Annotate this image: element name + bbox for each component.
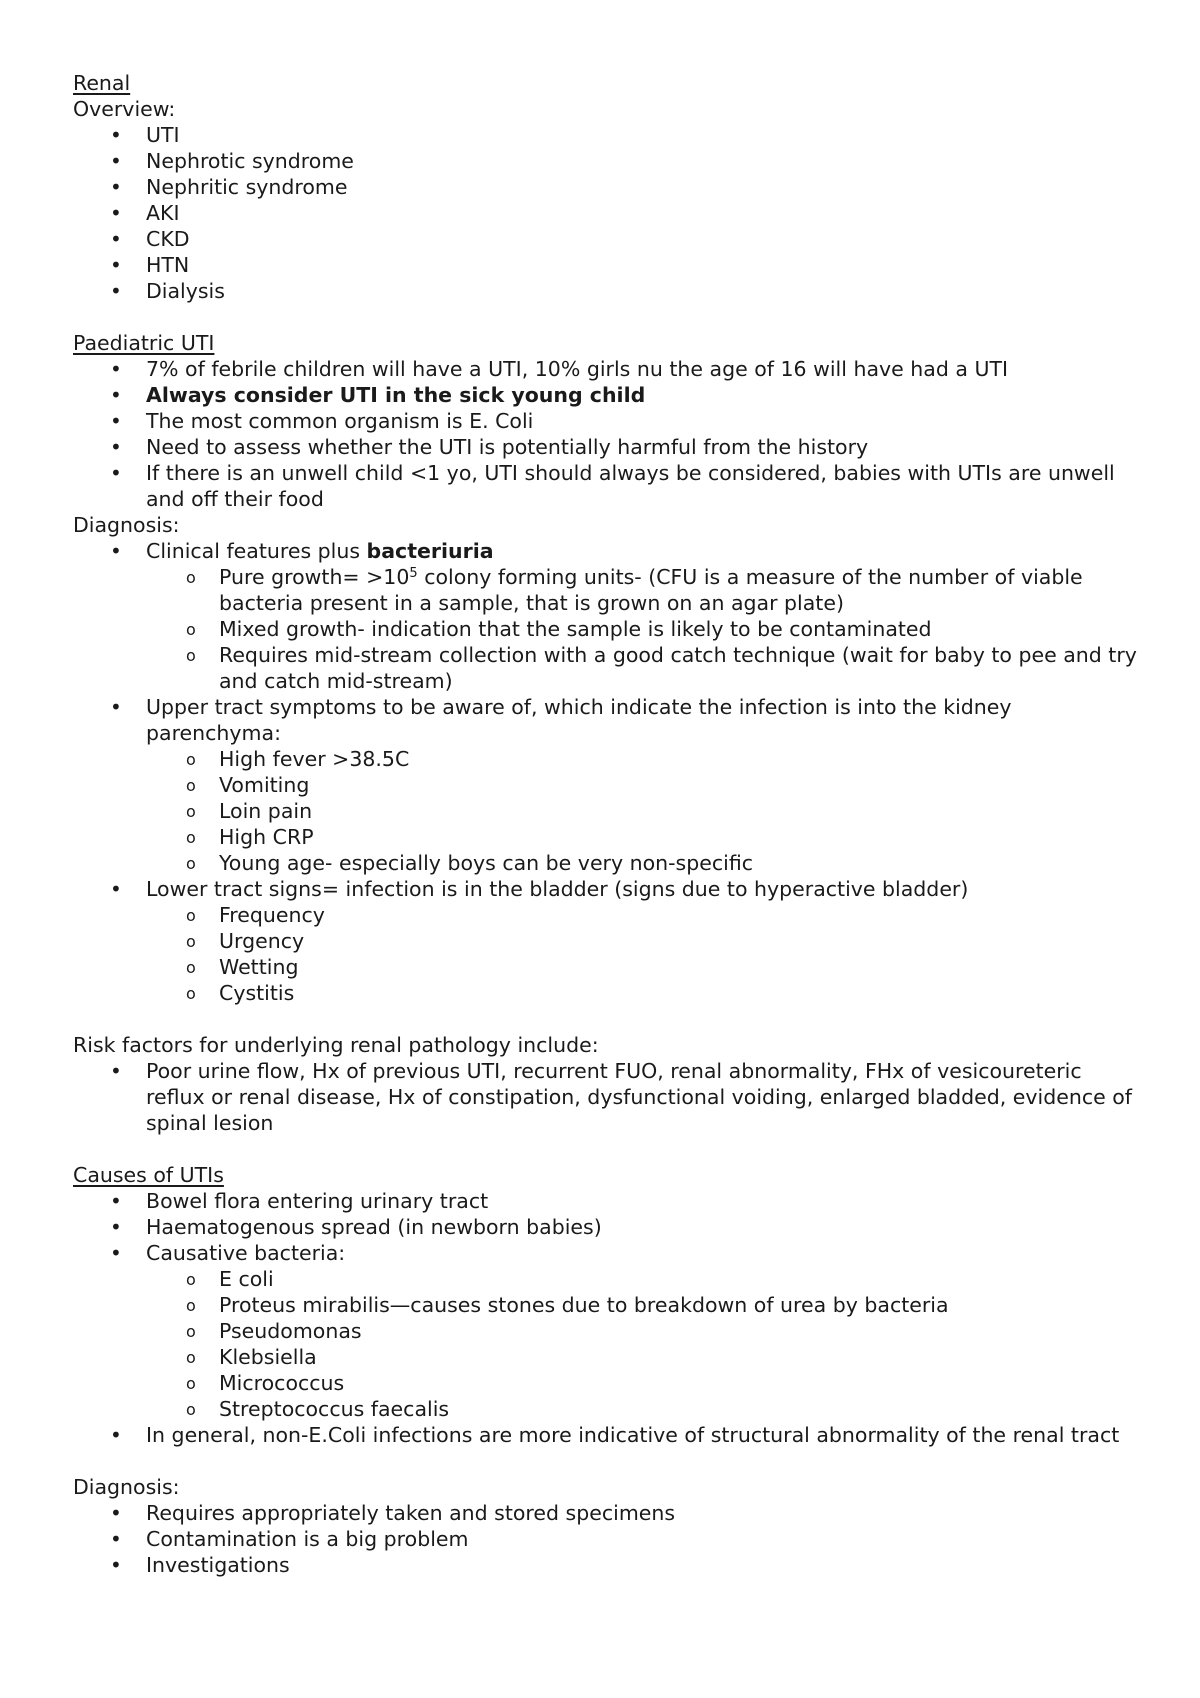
sub-list (146, 746, 1143, 876)
diagnosis-label-2: Diagnosis: (73, 1475, 180, 1499)
list-item: • The most common organism is E. Coli (110, 409, 534, 433)
diagnosis-label: Diagnosis: (73, 513, 180, 537)
sub-list-item: o E coli (186, 1267, 274, 1291)
sub-list-item: o Urgency (186, 929, 305, 953)
sub-list-item: o Vomiting (186, 773, 310, 797)
sub-list-item: o Cystitis (186, 981, 295, 1005)
list-item: • Upper tract symptoms to be aware of, which indicate the infection is into the kidney parenchyma: o High fever >38.5C o Vomiting o Loin pain o High CRP o Young age- especially boys can be very non-specific (73, 694, 1143, 876)
list-item: • Bowel flora entering urinary tract (110, 1189, 489, 1213)
sub-list (146, 902, 1143, 1006)
list-item: • Always consider UTI in the sick young child (110, 383, 646, 407)
sub-list-item: o Mixed growth- indication that the sample is likely to be contaminated (186, 617, 932, 641)
list-item: • Dialysis (110, 279, 225, 303)
paediatric-uti-list (73, 356, 1143, 512)
list-item: • CKD (110, 227, 190, 251)
sub-list-item: o High fever >38.5C (186, 747, 410, 771)
document-title: Renal (73, 71, 131, 95)
sub-list-item: o Young age- especially boys can be very non-specific (186, 851, 754, 875)
sub-list-item: o Micrococcus (186, 1371, 345, 1395)
sub-list (146, 1266, 1143, 1422)
sub-list-item: o Pseudomonas (186, 1319, 362, 1343)
sub-list (146, 564, 1143, 694)
sub-list-item: o Requires mid-stream collection with a good catch technique (wait for baby to pee and try and catch mid-stream) (186, 643, 1137, 693)
sub-list-item: o Proteus mirabilis—causes stones due to breakdown of urea by bacteria (186, 1293, 949, 1317)
sub-list-item: o Streptococcus faecalis (186, 1397, 450, 1421)
list-item: • AKI (110, 201, 180, 225)
sub-list-item: o High CRP (186, 825, 314, 849)
list-item: • Contamination is a big problem (110, 1527, 469, 1551)
overview-list (73, 122, 1143, 304)
list-item: • Clinical features plus bacteriuria o Pure growth= $>10^5$ colony forming units- (CFU is a measure of the number of viable bacteria present in a sample, that is grown on an agar plate) o Mixed growth- indication that the sample is likely to be contaminated o Requires mid-stream collection with a good catch technique (wait for baby to pee and try and catch mid-stream) (73, 538, 1143, 694)
diagnosis-list-2 (73, 1500, 1143, 1578)
sub-list-item: o Pure growth= $>10^5$ colony forming units- (CFU is a measure of the number of viable bacteria present in a sample, that is grown on an agar plate) (186, 565, 1083, 615)
list-item: • Investigations (110, 1553, 290, 1577)
overview-label: Overview: (73, 97, 176, 121)
causes-heading: Causes of UTIs (73, 1163, 224, 1187)
list-item: • Requires appropriately taken and stored specimens (110, 1501, 676, 1525)
list-item: • HTN (110, 253, 190, 277)
sub-list-item: o Loin pain (186, 799, 313, 823)
list-item: • Haematogenous spread (in newborn babies) (110, 1215, 602, 1239)
sub-list-item: o Klebsiella (186, 1345, 317, 1369)
paediatric-uti-heading: Paediatric UTI (73, 331, 215, 355)
list-item: • Lower tract signs= infection is in the bladder (signs due to hyperactive bladder) o Frequency o Urgency o Wetting o Cystitis (73, 876, 1143, 1006)
list-item: • Nephrotic syndrome (110, 149, 354, 173)
risk-factors-label: Risk factors for underlying renal pathology include: (73, 1033, 599, 1057)
list-item: • Need to assess whether the UTI is potentially harmful from the history (110, 435, 869, 459)
list-item: • 7% of febrile children will have a UTI, 10% girls nu the age of 16 will have had a UTI (110, 357, 1009, 381)
list-item: • Causative bacteria: o E coli o Proteus mirabilis—causes stones due to breakdown of urea by bacteria o Pseudomonas o Klebsiella o Micrococcus o Streptococcus faecalis (73, 1240, 1143, 1422)
list-item: • UTI (110, 123, 180, 147)
list-item: • Poor urine flow, Hx of previous UTI, recurrent FUO, renal abnormality, FHx of vesicoureteric reflux or renal disease, Hx of constipation, dysfunctional voiding, enlarged bladded, evidence of spinal lesion (110, 1059, 1133, 1135)
document-page (73, 70, 1143, 1578)
sub-list-item: o Frequency (186, 903, 325, 927)
sub-list-item: o Wetting (186, 955, 299, 979)
list-item: • Nephritic syndrome (110, 175, 348, 199)
causes-list (73, 1188, 1143, 1448)
list-item: • If there is an unwell child <1 yo, UTI should always be considered, babies with UTIs are unwell and off their food (110, 461, 1115, 511)
list-item: • In general, non-E.Coli infections are more indicative of structural abnormality of the renal tract (110, 1423, 1120, 1447)
risk-factors-list (73, 1058, 1143, 1136)
diagnosis-list (73, 538, 1143, 1006)
